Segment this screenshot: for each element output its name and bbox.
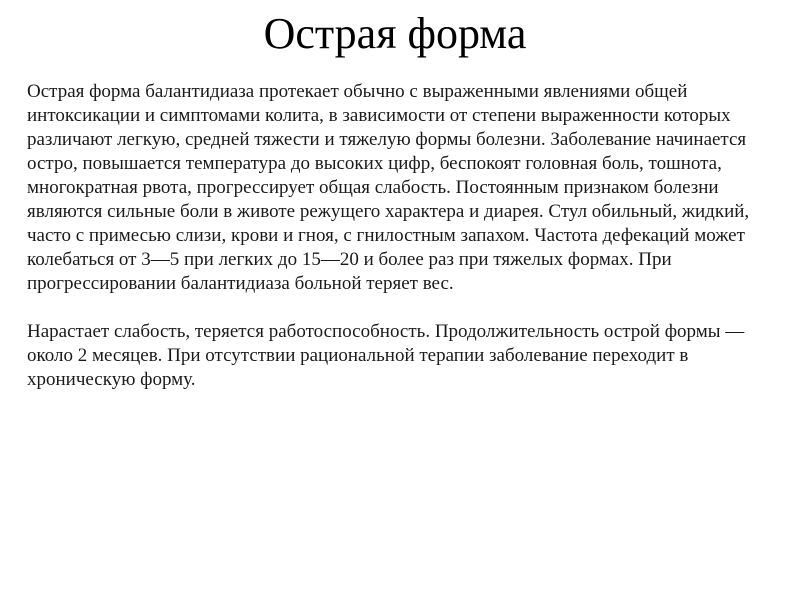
body-paragraph-1: Острая форма балантидиаза протекает обычно с выраженными явлениями общей интоксикации и симптомами колита, в зависимости от степени выраженности которых различают легкую, средней тяжести и тяжелую формы болезни. Заболевание начинается остро, повышается температура до высоких цифр, беспокоят головная боль, тошнота, многократная рвота, прогрессирует общая слабость. Постоянным признаком болезни являются сильные боли в животе режущего характера и диарея. Стул обильный, жидкий, часто с примесью слизи, крови и гноя, с гнилостным запахом. Частота дефекаций может колебаться от 3—5 при легких до 15—20 и более раз при тяжелых формах. При прогрессировании балантидиаза больной теряет вес. — [27, 81, 750, 294]
body-paragraph-2: Нарастает слабость, теряется работоспособность. Продолжительность острой формы — около 2 месяцев. При отсутствии рациональной терапии заболевание переходит в хроническую форму. — [27, 321, 745, 390]
slide-title: Острая форма — [263, 9, 527, 58]
slide-body — [27, 80, 783, 392]
